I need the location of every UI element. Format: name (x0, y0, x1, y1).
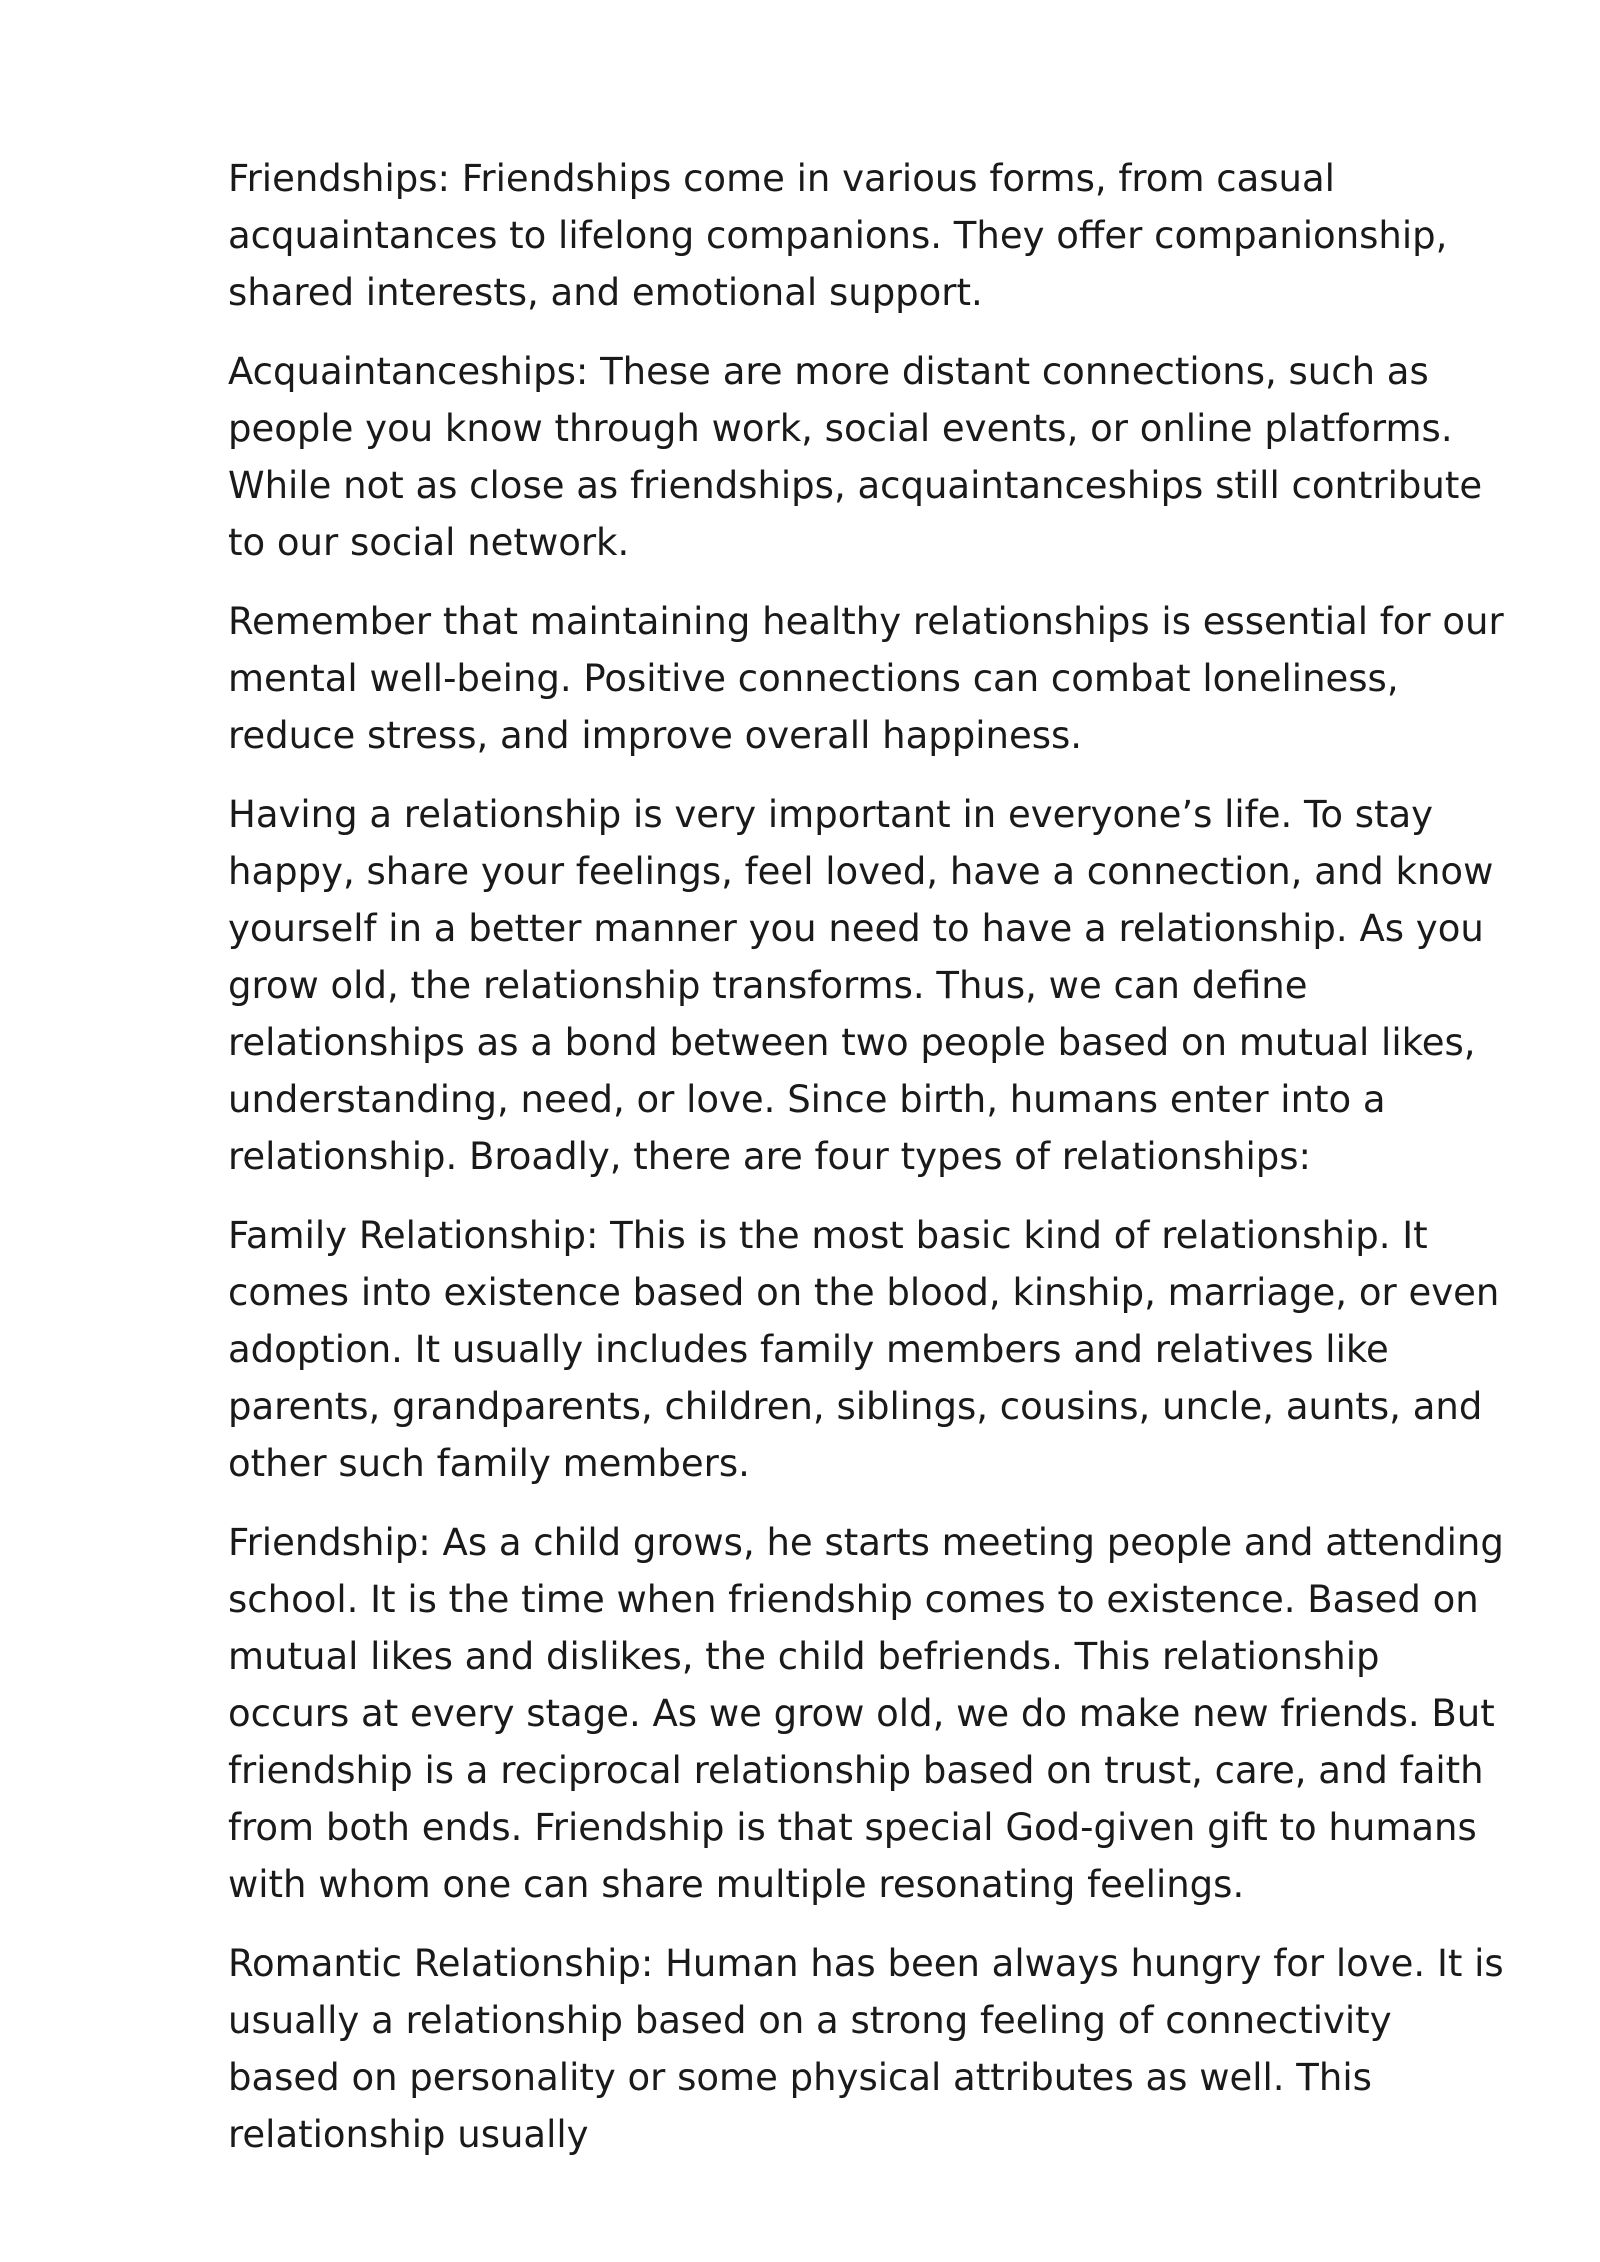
paragraph-friendships: Friendships: Friendships come in various forms, from casual acquaintances to lifelong companions. They offer companionship, shared interests, and emotional support. (228, 157, 1448, 314)
paragraph-friendship: Friendship: As a child grows, he starts meeting people and attending school. It is the time when friendship comes to existence. Based on mutual likes and dislikes, the child befriends. This relationship occurs at every stage. As we grow old, we do make new friends. But friendship is a reciprocal relationship based on trust, care, and faith from both ends. Friendship is that special God-given gift to humans with whom one can share multiple resonating feelings. (228, 1521, 1504, 1906)
paragraph-healthy-relationships: Remember that maintaining healthy relationships is essential for our mental well-being. Positive connections can combat loneliness, reduce stress, and improve overall happiness. (228, 600, 1504, 757)
document-body (228, 150, 1508, 2185)
paragraph-family-relationship: Family Relationship: This is the most basic kind of relationship. It comes into existence based on the blood, kinship, marriage, or even adoption. It usually includes family members and relatives like parents, grandparents, children, siblings, cousins, uncle, aunts, and other such family members. (228, 1214, 1500, 1485)
paragraph-romantic-relationship: Romantic Relationship: Human has been always hungry for love. It is usually a relationship based on a strong feeling of connectivity based on personality or some physical attributes as well. This relationship usually (228, 1942, 1504, 2156)
paragraph-importance-of-relationships: Having a relationship is very important in everyone’s life. To stay happy, share your feelings, feel loved, have a connection, and know yourself in a better manner you need to have a relationship. As you grow old, the relationship transforms. Thus, we can define relationships as a bond between two people based on mutual likes, understanding, need, or love. Since birth, humans enter into a relationship. Broadly, there are four types of relationships: (228, 793, 1494, 1178)
paragraph-acquaintanceships: Acquaintanceships: These are more distant connections, such as people you know through work, social events, or online platforms. While not as close as friendships, acquaintanceships still contribute to our social network. (228, 350, 1483, 564)
